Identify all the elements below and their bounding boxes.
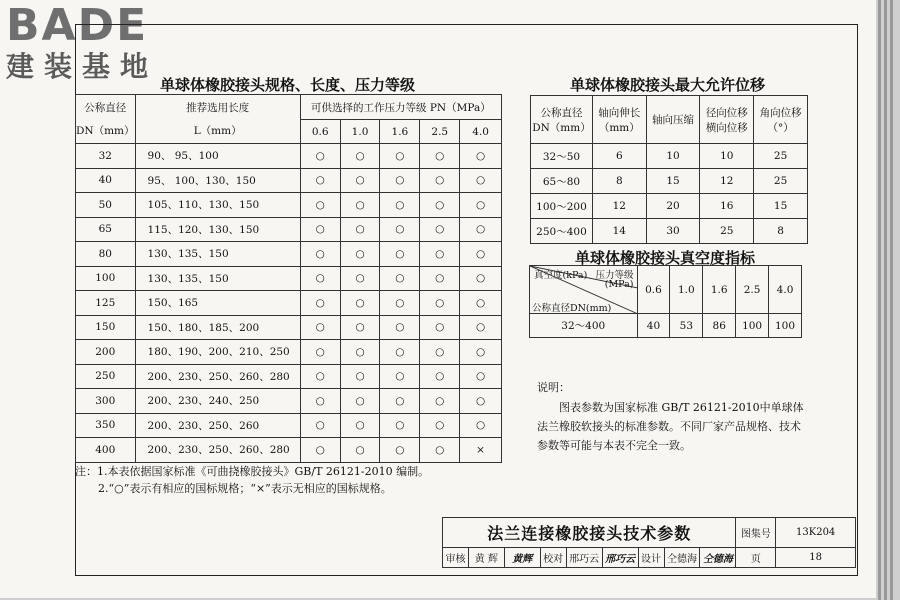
vac-pressure-col: 1.0: [670, 266, 703, 314]
page-label: 页: [736, 548, 776, 568]
disp-header-rad-label2: 横向位移: [705, 121, 748, 134]
spec-dn-cell: 100: [76, 266, 136, 291]
spec-pressure-mark: ○: [340, 389, 380, 414]
vac-value: 40: [637, 314, 670, 338]
spec-header-length-unit: L（mm）: [193, 125, 242, 137]
spec-pressure-mark: ○: [460, 193, 502, 218]
spec-pressure-mark: ○: [460, 291, 502, 316]
spec-length-cell: 90、 95、100: [135, 144, 300, 169]
spec-pressure-col: 1.0: [340, 120, 380, 144]
designer-signature: 仝德海: [700, 548, 736, 568]
spec-pressure-mark: ○: [380, 242, 420, 267]
spec-dn-cell: 350: [76, 413, 136, 438]
spec-pressure-mark: ○: [340, 266, 380, 291]
spec-pressure-mark: ○: [380, 438, 420, 463]
spec-length-cell: 130、135、150: [135, 242, 300, 267]
vac-header-corner: [530, 266, 638, 314]
disp-dn-cell: 250～400: [531, 219, 593, 244]
check-label: 校对: [540, 548, 566, 568]
spec-length-cell: 150、165: [135, 291, 300, 316]
vac-pressure-col: 4.0: [769, 266, 802, 314]
spec-pressure-mark: ○: [380, 364, 420, 389]
spec-table-row: [76, 340, 502, 365]
spec-dn-cell: 125: [76, 291, 136, 316]
disp-header-rad: [700, 96, 754, 144]
spec-dn-cell: 32: [76, 144, 136, 169]
disp-header-ang: [754, 96, 808, 144]
spec-pressure-mark: ○: [460, 389, 502, 414]
disp-table-title: 单球体橡胶接头最大允许位移: [570, 76, 766, 94]
displacement-table: [530, 95, 808, 244]
vac-value: 86: [703, 314, 736, 338]
spec-header-length-label: 推荐选用长度: [186, 102, 250, 114]
design-label: 设计: [638, 548, 664, 568]
spec-pressure-mark: ○: [420, 315, 460, 340]
disp-table-row: [531, 144, 808, 169]
spec-header-dn-label: 公称直径: [84, 102, 127, 114]
vac-header-pressure-unit: (MPa): [604, 279, 634, 290]
vacuum-table: [529, 265, 802, 338]
disp-table-body: [531, 144, 808, 244]
spec-pressure-mark: ○: [460, 168, 502, 193]
spec-table-row: [76, 315, 502, 340]
spec-length-cell: 200、230、250、260: [135, 413, 300, 438]
spec-length-cell: 180、190、200、210、250: [135, 340, 300, 365]
vac-header-vacuum: 真空度(kPa): [534, 270, 588, 281]
drawing-title: 法兰连接橡胶接头技术参数: [443, 518, 736, 548]
spec-pressure-col: 1.6: [380, 120, 420, 144]
spec-dn-cell: 80: [76, 242, 136, 267]
spec-dn-cell: 300: [76, 389, 136, 414]
disp-comp-cell: 15: [646, 169, 700, 194]
spec-pressure-mark: ○: [340, 438, 380, 463]
spec-pressure-mark: ○: [340, 413, 380, 438]
spec-table-row: [76, 193, 502, 218]
disp-table-row: [531, 194, 808, 219]
disp-ang-cell: 8: [754, 219, 808, 244]
spec-table-row: [76, 266, 502, 291]
disp-header-ext-unit: （mm）: [598, 121, 640, 134]
spec-length-cell: 200、230、250、260、280: [135, 438, 300, 463]
spec-pressure-mark: ○: [420, 193, 460, 218]
spec-pressure-mark: ○: [340, 364, 380, 389]
spec-pressure-mark: ○: [340, 193, 380, 218]
vac-pressure-col: 1.6: [703, 266, 736, 314]
spec-pressure-mark: ○: [380, 413, 420, 438]
note-line-1: 注：1.本表依据国家标准《可曲挠橡胶接头》GB/T 26121-2010 编制。: [75, 465, 430, 478]
spec-pressure-mark: ○: [380, 340, 420, 365]
vac-pressure-col: 2.5: [736, 266, 769, 314]
spec-pressure-mark: ○: [420, 242, 460, 267]
spec-table-row: [76, 291, 502, 316]
spec-pressure-mark: ○: [460, 340, 502, 365]
disp-header-dn-unit: DN（mm）: [532, 121, 591, 134]
spec-dn-cell: 200: [76, 340, 136, 365]
disp-header-dn: [531, 96, 593, 144]
disp-header-ang-unit: （°）: [767, 121, 794, 134]
spec-pressure-mark: ○: [340, 291, 380, 316]
spec-header-dn: [76, 95, 136, 144]
spec-table-row: [76, 364, 502, 389]
logo-text-en: BADE: [6, 0, 149, 51]
spec-pressure-mark: ○: [420, 340, 460, 365]
reviewer-signature: 黄辉: [504, 548, 540, 568]
spec-pressure-mark: ○: [420, 389, 460, 414]
spec-header-pressure: 可供选择的工作压力等级 PN（MPa）: [300, 95, 501, 120]
disp-header-ang-label: 角向位移: [759, 106, 802, 119]
spec-dn-cell: 400: [76, 438, 136, 463]
spec-length-cell: 95、 100、130、150: [135, 168, 300, 193]
spec-pressure-mark: ○: [340, 168, 380, 193]
spec-pressure-mark: ○: [300, 168, 340, 193]
spec-pressure-mark: ○: [380, 193, 420, 218]
spec-dn-cell: 250: [76, 364, 136, 389]
spec-pressure-mark: ○: [380, 168, 420, 193]
spec-pressure-mark: ○: [340, 340, 380, 365]
vac-header-pressure: 压力等级: [595, 270, 634, 281]
disp-ext-cell: 12: [592, 194, 646, 219]
disp-rad-cell: 25: [700, 219, 754, 244]
spec-table-row: [76, 217, 502, 242]
spec-pressure-mark: ○: [420, 438, 460, 463]
disp-ang-cell: 15: [754, 194, 808, 219]
spec-length-cell: 130、135、150: [135, 266, 300, 291]
disp-comp-cell: 20: [646, 194, 700, 219]
disp-dn-cell: 100～200: [531, 194, 593, 219]
spec-pressure-mark: ○: [300, 413, 340, 438]
spec-pressure-mark: ○: [340, 242, 380, 267]
spec-dn-cell: 40: [76, 168, 136, 193]
disp-ext-cell: 8: [592, 169, 646, 194]
spec-pressure-mark: ○: [300, 217, 340, 242]
description-text: 图表参数为国家标准 GB/T 26121-2010中单球体法兰橡胶软接头的标准参数。不同厂家产品规格、技术参数等可能与本表不完全一致。: [537, 401, 804, 452]
spec-dn-cell: 65: [76, 217, 136, 242]
disp-ang-cell: 25: [754, 169, 808, 194]
spec-length-cell: 115、120、130、150: [135, 217, 300, 242]
disp-table-row: [531, 169, 808, 194]
spec-header-length: [135, 95, 300, 144]
spec-pressure-mark: ○: [300, 438, 340, 463]
checker-signature: 邢巧云: [602, 548, 638, 568]
disp-header-dn-label: 公称直径: [540, 106, 583, 119]
spec-pressure-mark: ○: [420, 266, 460, 291]
spec-length-cell: 200、230、240、250: [135, 389, 300, 414]
spec-pressure-mark: ○: [460, 413, 502, 438]
disp-dn-cell: 65～80: [531, 169, 593, 194]
spec-table: [75, 94, 502, 463]
spec-table-title: 单球体橡胶接头规格、长度、压力等级: [160, 76, 416, 94]
spec-pressure-mark: ○: [300, 364, 340, 389]
vac-table-title: 单球体橡胶接头真空度指标: [575, 249, 756, 267]
spec-pressure-mark: ○: [300, 242, 340, 267]
spec-length-cell: 200、230、250、260、280: [135, 364, 300, 389]
spec-pressure-mark: ○: [460, 266, 502, 291]
spec-pressure-mark: ○: [420, 413, 460, 438]
spec-pressure-mark: ○: [380, 144, 420, 169]
spec-pressure-mark: ○: [420, 217, 460, 242]
spec-pressure-mark: ○: [420, 168, 460, 193]
spec-length-cell: 105、110、130、150: [135, 193, 300, 218]
spec-table-body: [76, 144, 502, 463]
disp-header-comp: 轴向压缩: [646, 96, 700, 144]
disp-rad-cell: 10: [700, 144, 754, 169]
spec-pressure-mark: ○: [300, 144, 340, 169]
spec-pressure-mark: ○: [460, 217, 502, 242]
disp-dn-cell: 32～50: [531, 144, 593, 169]
disp-rad-cell: 16: [700, 194, 754, 219]
disp-ext-cell: 6: [592, 144, 646, 169]
atlas-number-label: 图集号: [736, 518, 776, 548]
disp-table-row: [531, 219, 808, 244]
spec-pressure-mark: ○: [340, 315, 380, 340]
spec-pressure-mark: ○: [340, 144, 380, 169]
vac-header-dn: 公称直径DN(mm): [532, 303, 612, 314]
spec-length-cell: 150、180、185、200: [135, 315, 300, 340]
spec-dn-cell: 150: [76, 315, 136, 340]
spec-pressure-mark: ○: [460, 315, 502, 340]
spec-dn-cell: 50: [76, 193, 136, 218]
disp-ang-cell: 25: [754, 144, 808, 169]
vac-value: 100: [769, 314, 802, 338]
spec-pressure-mark: ○: [460, 242, 502, 267]
spec-pressure-mark: ○: [460, 144, 502, 169]
spec-pressure-mark: ○: [300, 266, 340, 291]
title-block: [442, 517, 856, 568]
disp-ext-cell: 14: [592, 219, 646, 244]
spec-table-row: [76, 242, 502, 267]
page-number: 18: [776, 548, 856, 568]
page-edge: [878, 0, 881, 600]
review-label: 审核: [443, 548, 469, 568]
spec-pressure-mark: ○: [300, 315, 340, 340]
atlas-number: 13K204: [776, 518, 856, 548]
checker-name: 邢巧云: [566, 548, 602, 568]
spec-table-row: [76, 168, 502, 193]
disp-header-ext-label: 轴向伸长: [598, 106, 641, 119]
spec-pressure-mark: ×: [460, 438, 502, 463]
spec-pressure-mark: ○: [300, 193, 340, 218]
spec-pressure-mark: ○: [420, 144, 460, 169]
spec-pressure-mark: ○: [420, 291, 460, 316]
vac-row-dn: 32～400: [530, 314, 638, 338]
spec-pressure-col: 4.0: [460, 120, 502, 144]
disp-comp-cell: 30: [646, 219, 700, 244]
spec-pressure-mark: ○: [300, 389, 340, 414]
spec-table-row: [76, 389, 502, 414]
designer-name: 仝德海: [664, 548, 700, 568]
spec-table-row: [76, 144, 502, 169]
logo-text-cn: 建装基地: [6, 50, 159, 83]
vac-value: 100: [736, 314, 769, 338]
description-label: 说明：: [537, 381, 570, 394]
spec-pressure-col: 2.5: [420, 120, 460, 144]
spec-table-row: [76, 413, 502, 438]
disp-rad-cell: 12: [700, 169, 754, 194]
disp-header-ext: [592, 96, 646, 144]
reviewer-name: 黄 辉: [468, 548, 504, 568]
spec-header-dn-unit: DN（mm）: [76, 125, 135, 137]
spec-pressure-mark: ○: [380, 315, 420, 340]
spec-pressure-mark: ○: [300, 340, 340, 365]
page-edge: [890, 0, 893, 600]
spec-pressure-mark: ○: [340, 217, 380, 242]
spec-table-row: [76, 438, 502, 463]
page-edge: [884, 0, 887, 600]
spec-pressure-mark: ○: [380, 266, 420, 291]
spec-pressure-col: 0.6: [300, 120, 340, 144]
disp-comp-cell: 10: [646, 144, 700, 169]
note-line-2: 2.“○”表示有相应的国标规格；“×”表示无相应的国标规格。: [98, 482, 392, 495]
spec-pressure-mark: ○: [380, 217, 420, 242]
vac-value: 53: [670, 314, 703, 338]
spec-pressure-mark: ○: [380, 291, 420, 316]
spec-pressure-mark: ○: [460, 364, 502, 389]
spec-pressure-mark: ○: [300, 291, 340, 316]
spec-pressure-mark: ○: [380, 389, 420, 414]
vac-pressure-col: 0.6: [637, 266, 670, 314]
disp-header-rad-label: 径向位移: [705, 106, 748, 119]
spec-pressure-mark: ○: [420, 364, 460, 389]
